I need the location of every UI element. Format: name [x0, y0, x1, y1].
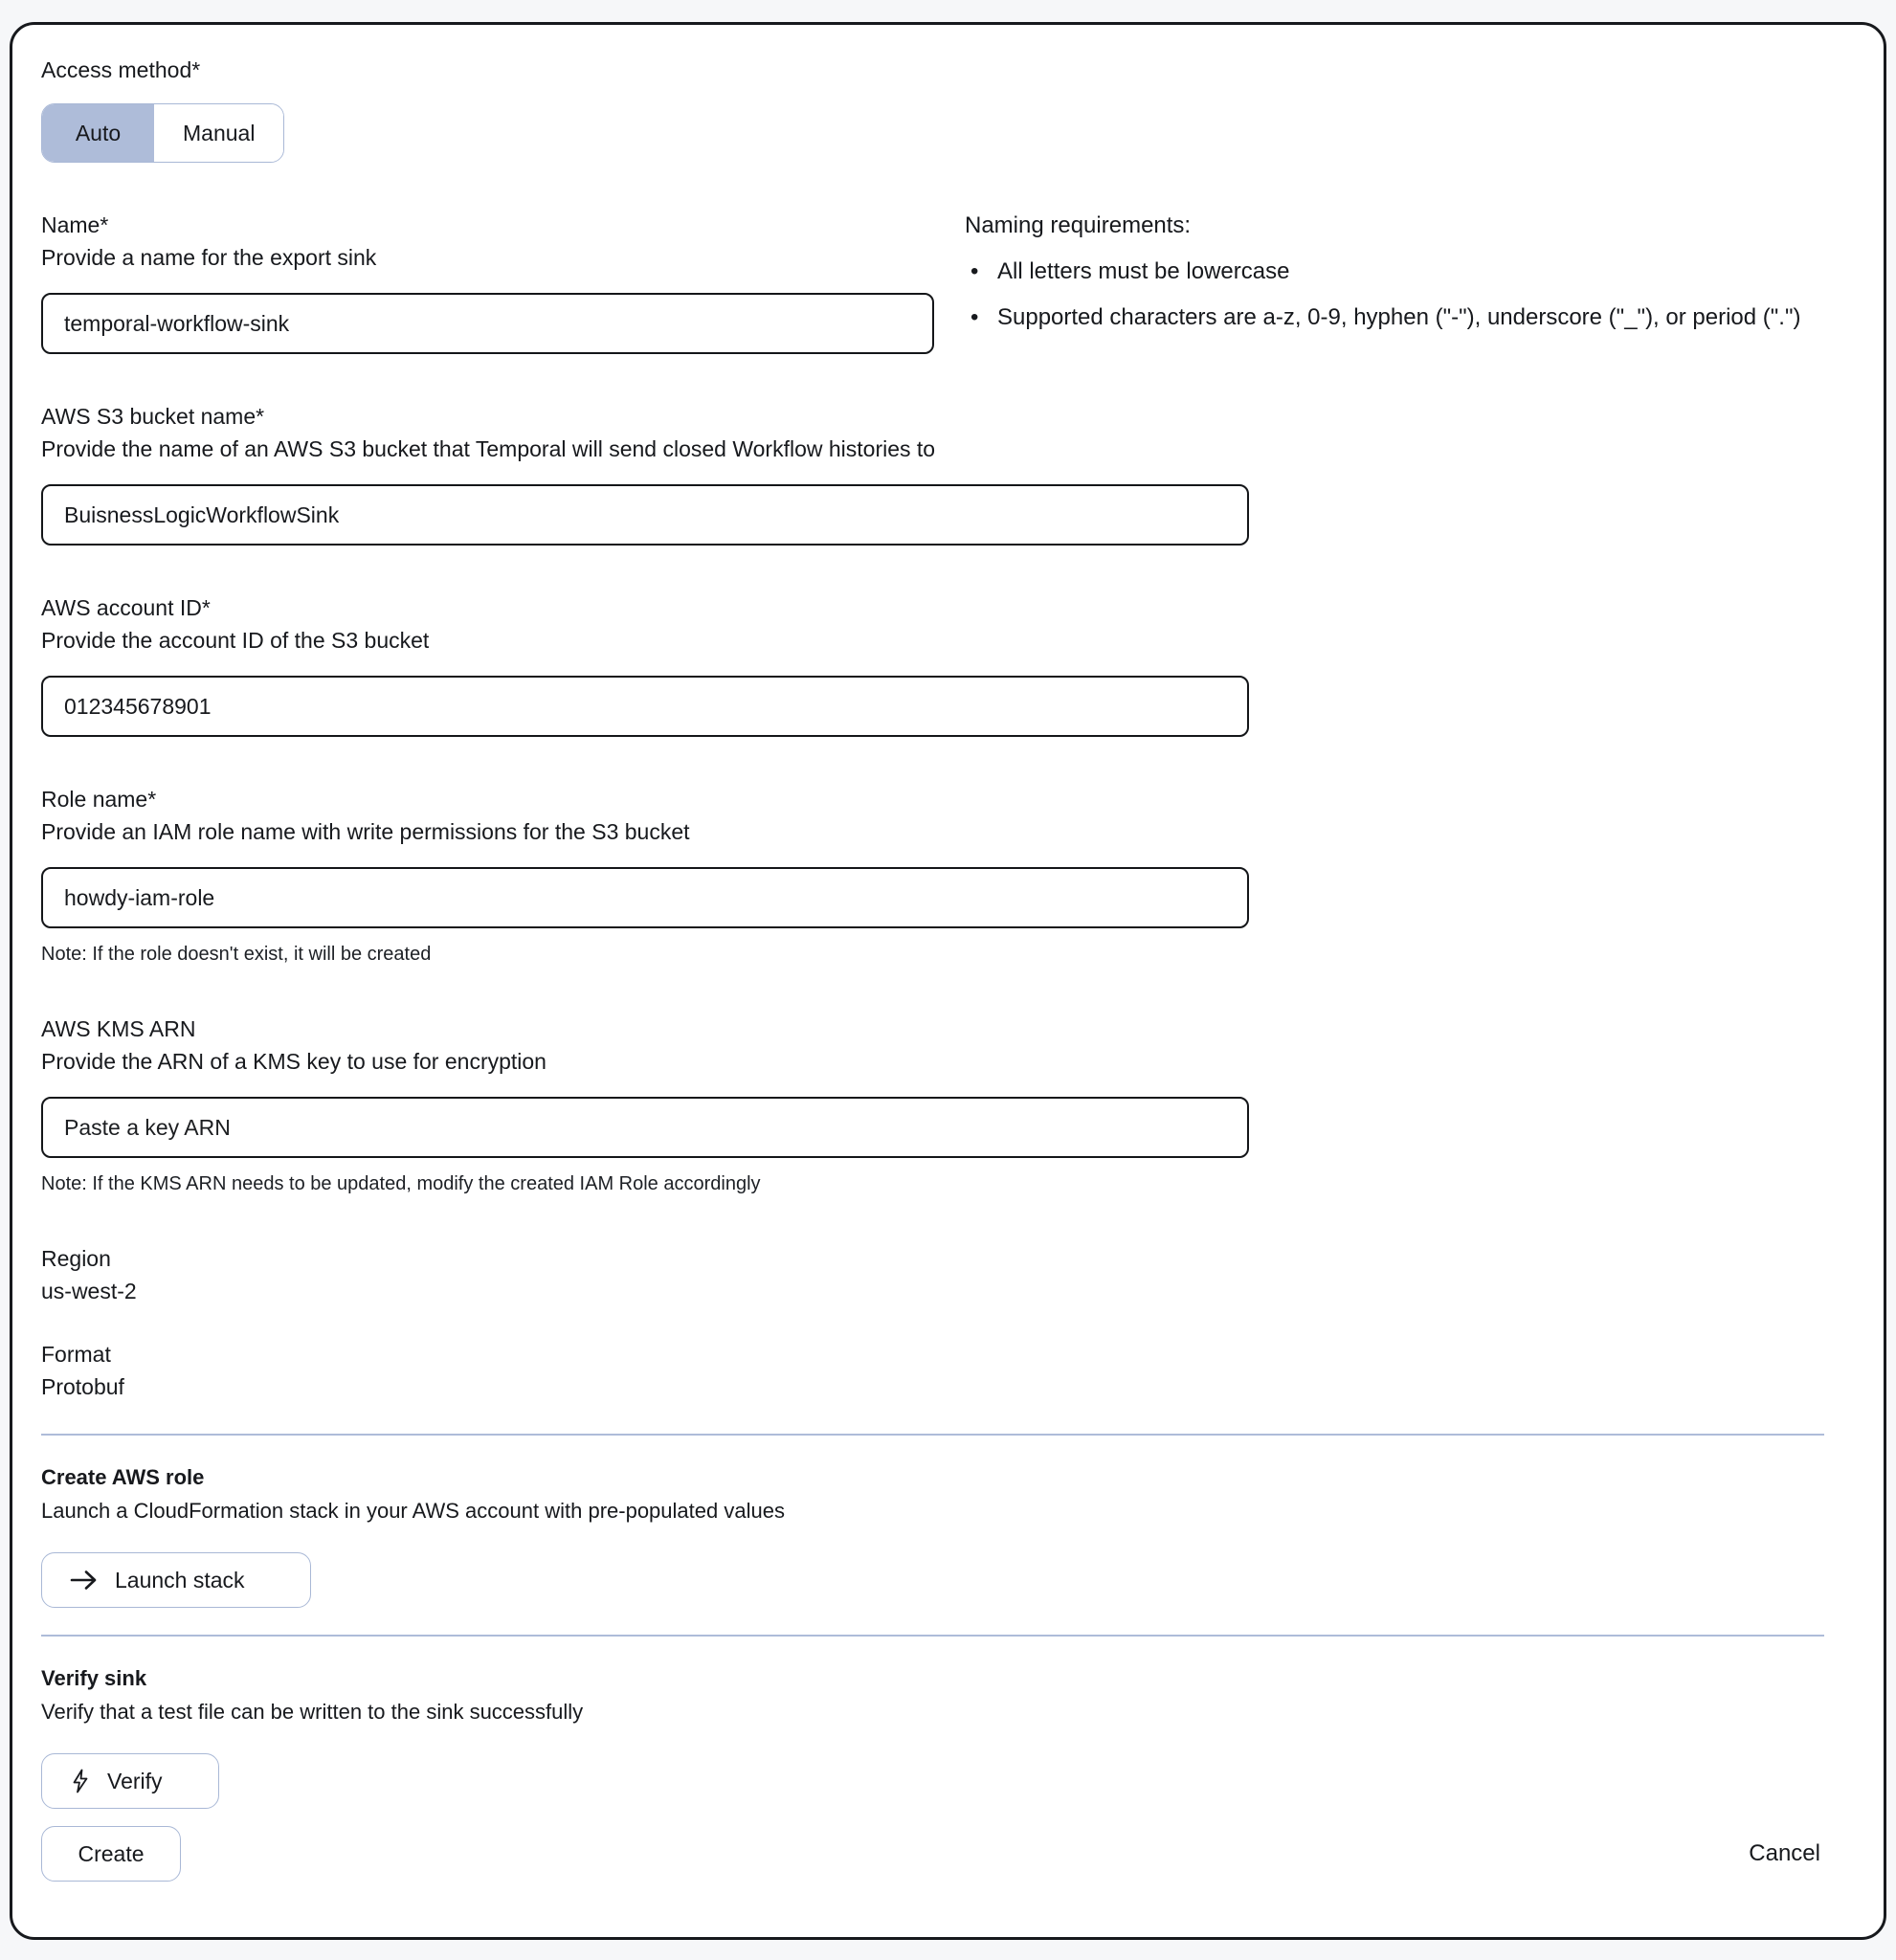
role-name-note: Note: If the role doesn't exist, it will be created: [41, 944, 432, 965]
create-aws-role-title: Create AWS role: [41, 1465, 205, 1489]
create-aws-role-section: [41, 1462, 1824, 1608]
role-name-input[interactable]: [41, 867, 1249, 928]
naming-requirements-title: Naming requirements:: [965, 212, 1192, 238]
name-label: Name*: [41, 212, 109, 237]
s3-bucket-input[interactable]: [41, 484, 1249, 546]
role-name-field: [41, 783, 1824, 967]
role-name-description: Provide an IAM role name with write permissions for the S3 bucket: [41, 819, 690, 844]
name-and-requirements-row: [41, 209, 1824, 354]
lightning-bolt-icon: [69, 1768, 92, 1794]
verify-button-label: Verify: [107, 1768, 163, 1793]
naming-requirement-item: • Supported characters are a-z, 0-9, hyphen ("-"), underscore ("_"), or period ("."): [965, 299, 1824, 337]
cancel-button[interactable]: Cancel: [1745, 1831, 1824, 1877]
region-value: us-west-2: [41, 1279, 137, 1303]
section-divider: [41, 1434, 1824, 1436]
naming-requirements: [934, 209, 1824, 345]
naming-requirements-list: [965, 253, 1824, 337]
verify-sink-section: [41, 1663, 1824, 1809]
name-description: Provide a name for the export sink: [41, 245, 377, 270]
access-method-option-manual[interactable]: Manual: [154, 104, 283, 162]
launch-stack-button[interactable]: [41, 1552, 311, 1608]
arrow-right-icon: [69, 1569, 100, 1592]
create-button[interactable]: [41, 1826, 181, 1882]
verify-sink-description: Verify that a test file can be written to the sink successfully: [41, 1700, 584, 1724]
name-field: [41, 209, 934, 354]
naming-requirement-item: • All letters must be lowercase: [965, 253, 1824, 291]
role-name-label: Role name*: [41, 787, 157, 812]
create-aws-role-description: Launch a CloudFormation stack in your AWS account with pre-populated values: [41, 1499, 785, 1523]
kms-arn-note: Note: If the KMS ARN needs to be updated, modify the created IAM Role accordingly: [41, 1173, 761, 1194]
access-method-toggle: [41, 103, 284, 163]
account-id-description: Provide the account ID of the S3 bucket: [41, 628, 430, 653]
kms-arn-field: [41, 1013, 1824, 1196]
s3-bucket-label: AWS S3 bucket name*: [41, 404, 265, 429]
s3-bucket-description: Provide the name of an AWS S3 bucket that Temporal will send closed Workflow histories to: [41, 436, 936, 461]
account-id-field: [41, 591, 1824, 737]
export-sink-form-panel: [10, 22, 1886, 1940]
form-actions: [41, 1826, 1824, 1882]
kms-arn-label: AWS KMS ARN: [41, 1016, 196, 1041]
kms-arn-input[interactable]: [41, 1097, 1249, 1158]
account-id-label: AWS account ID*: [41, 595, 211, 620]
format-value: Protobuf: [41, 1374, 124, 1399]
kms-arn-description: Provide the ARN of a KMS key to use for encryption: [41, 1049, 546, 1074]
region-label: Region: [41, 1246, 111, 1271]
verify-sink-title: Verify sink: [41, 1666, 147, 1690]
format-readonly: [41, 1338, 1824, 1403]
access-method-label: Access method*: [41, 57, 201, 82]
verify-button[interactable]: [41, 1753, 219, 1809]
format-label: Format: [41, 1342, 111, 1367]
create-button-label: Create: [78, 1840, 145, 1866]
section-divider: [41, 1635, 1824, 1637]
name-input[interactable]: [41, 293, 934, 354]
account-id-input[interactable]: [41, 676, 1249, 737]
s3-bucket-field: [41, 400, 1824, 546]
access-method-option-auto[interactable]: Auto: [42, 104, 154, 162]
region-readonly: [41, 1242, 1824, 1307]
launch-stack-button-label: Launch stack: [115, 1567, 245, 1592]
